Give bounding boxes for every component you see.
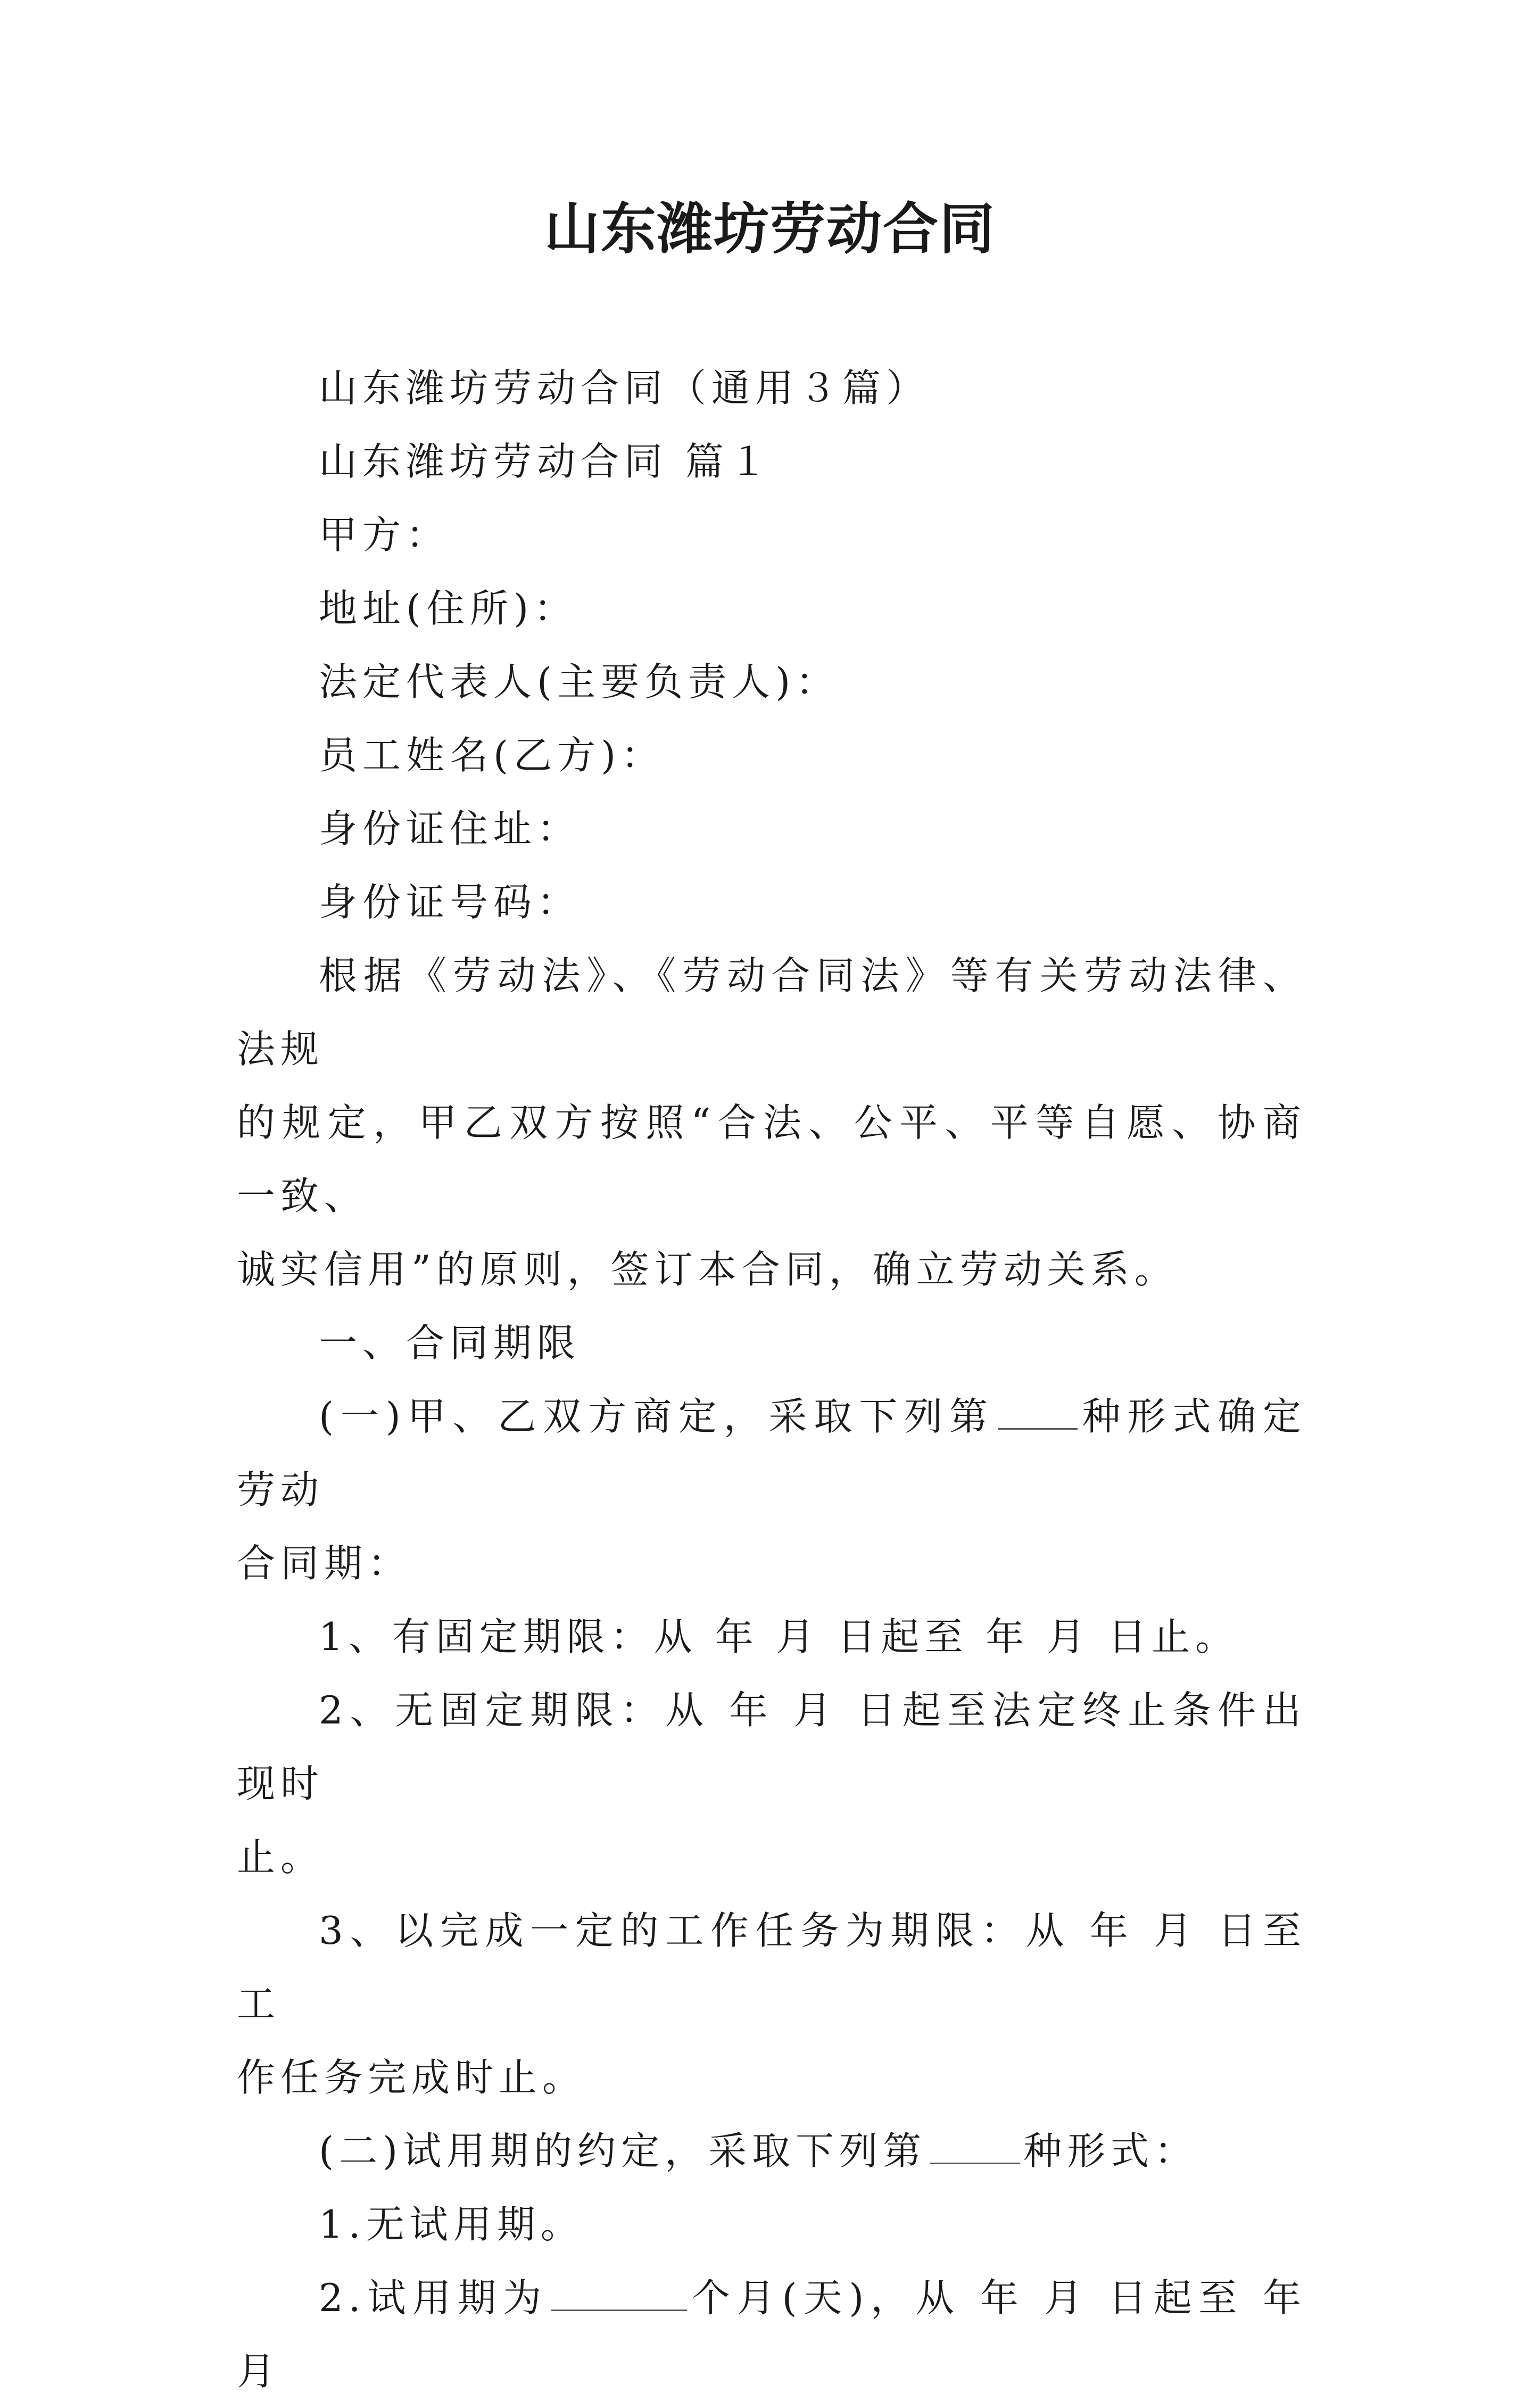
field-id-number: 身份证号码： [319,880,581,925]
field-id-address: 身份证住址： [319,806,581,851]
clause1-opt1: 1.无试用期。 [319,2202,584,2247]
field-employee-name: 员工姓名(乙方)： [319,733,665,778]
intro-paragraph: 根据《劳动法》、《劳动合同法》等有关劳动法律、法规 的规定，甲乙双方按照“合法、公平、平等自愿、协商一致、 诚实信用”的原则，签订本合同，确立劳动关系。 [237,953,1306,1292]
clause1-item2: 2、无固定期限：从 年 月 日起至法定终止条件出现时 止。 [237,1688,1306,1879]
field-party-a: 甲方： [319,513,450,557]
document-subtitle: 山东潍坊劳动合同（通用３篇） [319,366,930,410]
field-legal-rep: 法定代表人(主要负责人)： [319,659,840,704]
document-body [237,351,1306,2408]
document-title: 山东潍坊劳动合同 [544,196,996,261]
clause1-item3: 3、以完成一定的工作任务为期限：从 年 月 日至 工 作任务完成时止。 [237,1908,1306,2100]
blank-line [551,2277,687,2311]
blank-line [998,1395,1078,1430]
clause1-sub1: (一)甲、乙双方商定，采取下列第 种形式确定劳动 合同期： [237,1394,1306,1586]
section-heading: 山东潍坊劳动合同 篇１ [319,439,773,484]
blank-line [930,2130,1020,2164]
clause1-heading: 一、合同期限 [319,1321,581,1365]
clause1-opt2: 2.试用期为 个月(天)，从 年 月 日起至 年 月 [237,2275,1306,2394]
field-address: 地址(住所)： [319,586,578,631]
clause1-item1: 1、有固定期限：从 年 月 日起至 年 月 日止。 [319,1614,1239,1659]
clause1-sub2: (二)试用期的约定，采取下列第 种形式： [319,2129,1198,2173]
